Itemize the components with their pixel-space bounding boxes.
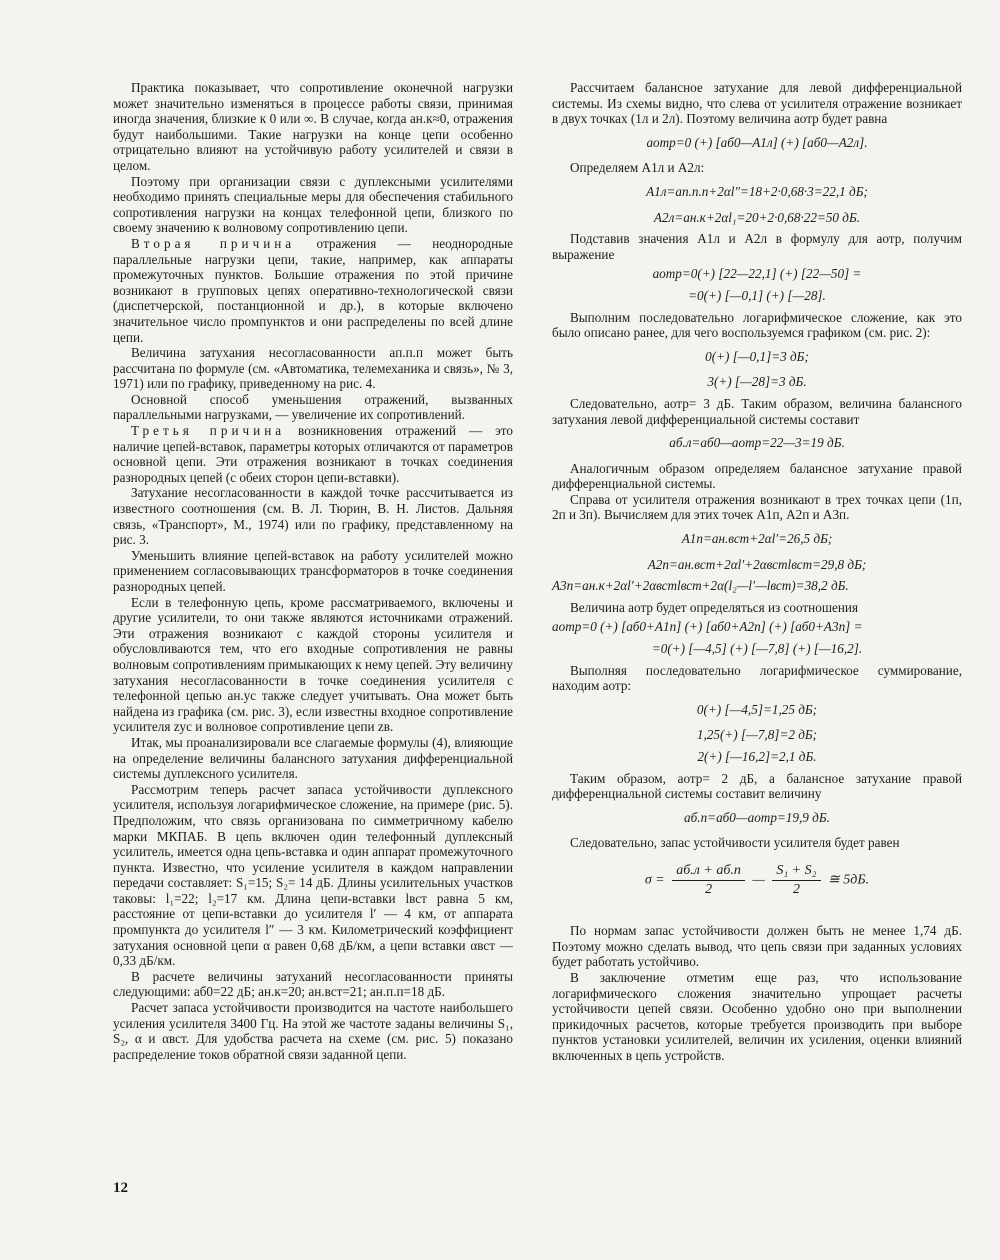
paragraph: Уменьшить влияние цепей-вставок на работу усилителей можно применением согласовывающих трансформаторов в точке соединения разнородных цепей. bbox=[113, 547, 513, 594]
paragraph: Затухание несогласованности в каждой точке рассчитывается из известного соотношения (см. В. Л. Тюрин, В. Н. Листов. Дальняя связь, «Транспорт», М., 1974) или по графику, представленному на рис. 3. bbox=[113, 485, 513, 548]
formula: 2(+) [—16,2]=2,1 дБ. bbox=[697, 749, 817, 764]
formula: =0(+) [—4,5] (+) [—7,8] (+) [—16,2]. bbox=[651, 641, 863, 657]
minus-sign: — bbox=[752, 872, 765, 888]
formula: aотр=0(+) [22—22,1] (+) [22—50] = bbox=[652, 266, 862, 282]
formula-lhs: σ = bbox=[644, 872, 665, 888]
fraction bbox=[672, 863, 745, 897]
section-lead: Вторая причина bbox=[131, 235, 296, 251]
paragraph: В расчете величины затуханий несогласованности приняты следующими: aб0=22 дБ; aн.к=20; aн.вст=21; aн.п.п=18 дБ. bbox=[113, 968, 513, 1000]
formula: aотр=0 (+) [aб0+A1п] (+) [aб0+A2п] (+) [aб0+A3п] = bbox=[552, 619, 863, 635]
page-number: 12 bbox=[113, 1180, 128, 1196]
formula: 0(+) [—4,5]=1,25 дБ; bbox=[696, 701, 818, 717]
paragraph: В заключение отметим еще раз, что использование логарифмического сложения значительно упрощает расчеты устойчивости цепей связи. Особенно удобно оно при выполнении прикидочных расчетов, которые требуется производить при выборе пунктов установки усилителей, величин их усиления, оценки влияний включенных в цепь устройств. bbox=[552, 969, 962, 1063]
right-column bbox=[552, 80, 962, 1064]
paragraph: По нормам запас устойчивости должен быть не менее 1,74 дБ. Поэтому можно сделать вывод, что цепь связи при заданных условиях будет работать устойчиво. bbox=[552, 923, 962, 970]
left-column bbox=[113, 80, 513, 1062]
formula-rhs: ≅ 5дБ. bbox=[828, 872, 870, 888]
paragraph: Таким образом, aотр= 2 дБ, а балансное затухание правой дифференциальной системы составит величину bbox=[552, 770, 962, 802]
paragraph: Рассчитаем балансное затухание для левой дифференциальной системы. Из схемы видно, что слева от усилителя отражение возникает в двух точках (1л и 2л). Поэтому величина aотр будет равна bbox=[552, 80, 962, 127]
paragraph: Величина aотр будет определяться из соотношения bbox=[570, 599, 859, 615]
paragraph: Выполним последовательно логарифмическое сложение, как это было описано ранее, для чего воспользуемся графиком (см. рис. 2): bbox=[552, 309, 962, 341]
fraction-numerator: S₁ + S₂ bbox=[772, 863, 820, 881]
paragraph-text: возникновения отражений — это наличие цепей-вставок, параметры которых отличаются от параметров основной цепи. Эти отражения возникают в точках соединения разнородных цепей (с обеих сторон цепи-вставки). bbox=[113, 423, 513, 485]
paragraph: Подставив значения A1л и A2л в формулу для aотр, получим выражение bbox=[552, 231, 962, 262]
formula: =0(+) [—0,1] (+) [—28]. bbox=[688, 287, 826, 303]
paragraph: Если в телефонную цепь, кроме рассматриваемого, включены и другие усилители, то они также являются источниками отражений. Эти отражения возникают с каждой стороны усилителя и обусловливаются тем, что его входные сопротивления не равны волновым сопротивлениям примыкающих к нему цепей. Эту величину затухания несогласованности в точке соединения усилителя с телефонной цепью aн.ус также следует учитывать. Она может быть найдена из графика (см. рис. 3), если известны входное сопротивление усилителя zус и волновое сопротивление цепи zв. bbox=[113, 594, 513, 735]
paragraph bbox=[113, 236, 513, 345]
paragraph: Основной способ уменьшения отражений, вызванных параллельными нагрузками, — увеличение их сопротивлений. bbox=[113, 391, 513, 423]
formula: A2п=aн.вст+2αl′+2αвстlвст=29,8 дБ; bbox=[647, 556, 867, 572]
formula: aб.л=aб0—aотр=22—3=19 дБ. bbox=[669, 435, 845, 451]
paragraph: Выполняя последовательно логарифмическое суммирование, находим aотр: bbox=[552, 662, 962, 694]
paragraph: Определяем A1л и A2л: bbox=[570, 160, 705, 176]
formula: 0(+) [—0,1]=3 дБ; bbox=[705, 348, 809, 364]
paragraph: Следовательно, запас устойчивости усилителя будет равен bbox=[570, 835, 900, 851]
paragraph: Величина затухания несогласованности aп.п.п может быть рассчитана по формуле (см. «Автоматика, телемеханика и связь», № 3, 1971) или по графику, приведенному на рис. 4. bbox=[113, 345, 513, 392]
fraction-denominator: 2 bbox=[705, 881, 713, 897]
stability-formula bbox=[552, 863, 962, 897]
paragraph: Поэтому при организации связи с дуплексными усилителями необходимо принять специальные меры для обеспечения стабильного сопротивления нагрузки на концах телефонной цепи, близкого по своему значению к волновому сопротивлению цепи. bbox=[113, 173, 513, 236]
formula: A2л=aн.к+2αl₁=20+2·0,68·22=50 дБ. bbox=[653, 209, 861, 225]
formula: A1л=aп.п.п+2αl″=18+2·0,68·3=22,1 дБ; bbox=[646, 183, 868, 199]
formula: A1п=aн.вст+2αl′=26,5 дБ; bbox=[681, 531, 833, 547]
paragraph bbox=[113, 423, 513, 485]
formula: A3п=aн.к+2αl′+2αвстlвст+2α(l₂—l′—lвст)=38,2 дБ. bbox=[552, 578, 849, 594]
paragraph: Итак, мы проанализировали все слагаемые формулы (4), влияющие на определение величины балансного затухания дифференциальной системы дуплексного усилителя. bbox=[113, 734, 513, 782]
formula: aб.п=aб0—aотр=19,9 дБ. bbox=[684, 809, 830, 825]
section-lead: Третья причина bbox=[131, 423, 286, 439]
formula: 1,25(+) [—7,8]=2 дБ; bbox=[696, 727, 818, 743]
paragraph: Следовательно, aотр= 3 дБ. Таким образом, величина балансного затухания левой дифференциальной системы составит bbox=[552, 395, 962, 427]
paragraph: Рассмотрим теперь расчет запаса устойчивости дуплексного усилителя, используя логарифмическое сложение, на примере (рис. 5). Предположим, что связь организована по симметричному кабелю марки МКПАБ. В цепь включен один телефонный дуплексный усилитель, имеется одна цепь-вставка и один аппарат промежуточного пункта. Известно, что усиление усилителя в каждом направлении передачи составляет: S₁=15; S₂= 14 дБ. Длины усилительных участков таковы: l₁=22; l₂=17 км. Длина цепи-вставки lвст равна 5 км, расстояние от цепи-вставки до усилителя l′ — 4 км, от аппарата промпункта до усилителя l″ — 3 км. Километрический коэффициент затухания основной цепи α равен 0,68 дБ/км, а цепи вставки αвст — 0,33 дБ/км. bbox=[113, 781, 513, 969]
paragraph-text: отражения — неоднородные параллельные нагрузки цепи, такие, например, как аппараты промежуточных пунктов. Большие отражения по этой причине возникают в групповых цепях оперативно-технологической связи (диспетчерской, постанционной и др.), в которые включено значительное число промпунктов и они распределены по всей длине цепи. bbox=[113, 235, 513, 345]
formula: aотр=0 (+) [aб0—A1л] (+) [aб0—A2л]. bbox=[646, 134, 868, 150]
paragraph: Расчет запаса устойчивости производится на частоте наибольшего усиления усилителя 3400 Гц. На этой же частоте заданы величины S₁, S₂, α и αвст. Для удобства расчета на схеме (см. рис. 5) показано распределение токов обратной связи заданной цепи. bbox=[113, 1000, 513, 1062]
paragraph: Аналогичным образом определяем балансное затухание правой дифференциальной системы. bbox=[552, 460, 962, 492]
fraction-numerator: aб.л + aб.п bbox=[672, 863, 745, 881]
formula: 3(+) [—28]=3 дБ. bbox=[707, 374, 807, 390]
paragraph: Справа от усилителя отражения возникают в трех точках цепи (1п, 2п и 3п). Вычисляем для этих точек A1п, A2п и A3п. bbox=[552, 491, 962, 523]
fraction-denominator: 2 bbox=[792, 881, 800, 897]
fraction bbox=[772, 863, 820, 897]
paragraph: Практика показывает, что сопротивление оконечной нагрузки может значительно изменяться в процессе работы связи, принимая иногда значения, близкие к 0 или ∞. В случае, когда aн.к≈0, отражения будут наибольшими. Такие нагрузки на конце цепи особенно отрицательно влияют на устойчивую работу усилителей и связи в целом. bbox=[113, 80, 513, 173]
